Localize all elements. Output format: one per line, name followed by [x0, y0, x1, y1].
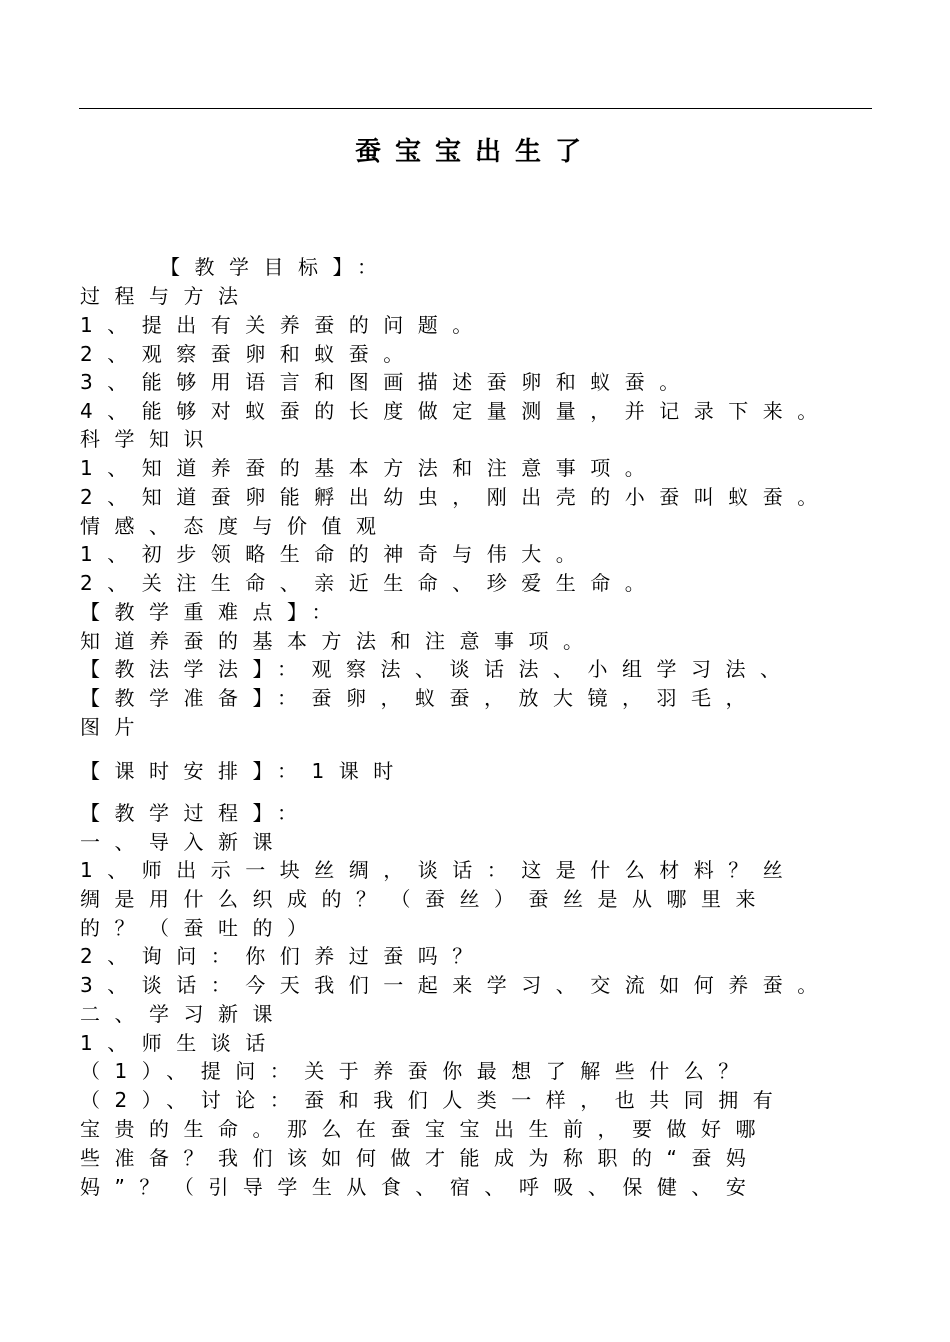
text-line: 4、能够对蚁蚕的长度做定量测量，并记录下来。: [80, 399, 832, 423]
subheading-new-lesson: 二、学习新课: [80, 1002, 287, 1026]
text-line: 2、关注生命、亲近生命、珍爱生命。: [80, 571, 660, 595]
section-heading-methods: 【教法学法】：观察法、谈话法、小组学习法、: [80, 657, 795, 681]
text-line: 宝贵的生命。那么在蚕宝宝出生前，要做好哪: [80, 1117, 770, 1141]
text-line: 绸是用什么织成的？（蚕丝）蚕丝是从哪里来: [80, 887, 770, 911]
text-line: 1、知道养蚕的基本方法和注意事项。: [80, 456, 660, 480]
subheading-intro: 一、导入新课: [80, 830, 287, 854]
text-line: （2）、讨论：蚕和我们人类一样，也共同拥有: [80, 1088, 788, 1112]
section-heading-preparation: 【教学准备】：蚕卵，蚁蚕，放大镜，羽毛，: [80, 686, 760, 710]
subheading-process: 过程与方法: [80, 284, 253, 308]
section-heading-keypoints: 【教学重难点】：: [80, 600, 346, 624]
document-title: 蚕宝宝出生了: [354, 137, 595, 167]
section-heading-objectives: 【教学目标】：: [160, 255, 392, 279]
text-line: 3、谈话：今天我们一起来学习、交流如何养蚕。: [80, 973, 832, 997]
text-line: 1、师出示一块丝绸，谈话：这是什么材料？丝: [80, 858, 798, 882]
text-line: 1、初步领略生命的神奇与伟大。: [80, 542, 591, 566]
text-line: 1、师生谈话: [80, 1031, 280, 1055]
text-line: 1、提出有关养蚕的问题。: [80, 313, 487, 337]
section-heading-procedure: 【教学过程】：: [80, 801, 312, 825]
text-line: 知道养蚕的基本方法和注意事项。: [80, 629, 598, 653]
header-rule: [79, 108, 872, 109]
text-line: 些准备？我们该如何做才能成为称职的“蚕妈: [80, 1146, 761, 1170]
section-heading-schedule: 【课时安排】：1课时: [80, 759, 408, 783]
text-line: （1）、提问：关于养蚕你最想了解些什么？: [80, 1059, 753, 1083]
text-line: 的？（蚕吐的）: [80, 916, 322, 940]
subheading-emotion: 情感、态度与价值观: [80, 514, 391, 538]
text-line: 图片: [80, 715, 149, 739]
subheading-knowledge: 科学知识: [80, 427, 218, 451]
text-line: 妈”？（引导学生从食、宿、呼吸、保健、安: [80, 1175, 761, 1199]
text-line: 2、询问：你们养过蚕吗？: [80, 944, 487, 968]
text-line: 3、能够用语言和图画描述蚕卵和蚁蚕。: [80, 370, 694, 394]
text-line: 2、观察蚕卵和蚁蚕。: [80, 342, 418, 366]
text-line: 2、知道蚕卵能孵出幼虫，刚出壳的小蚕叫蚁蚕。: [80, 485, 832, 509]
